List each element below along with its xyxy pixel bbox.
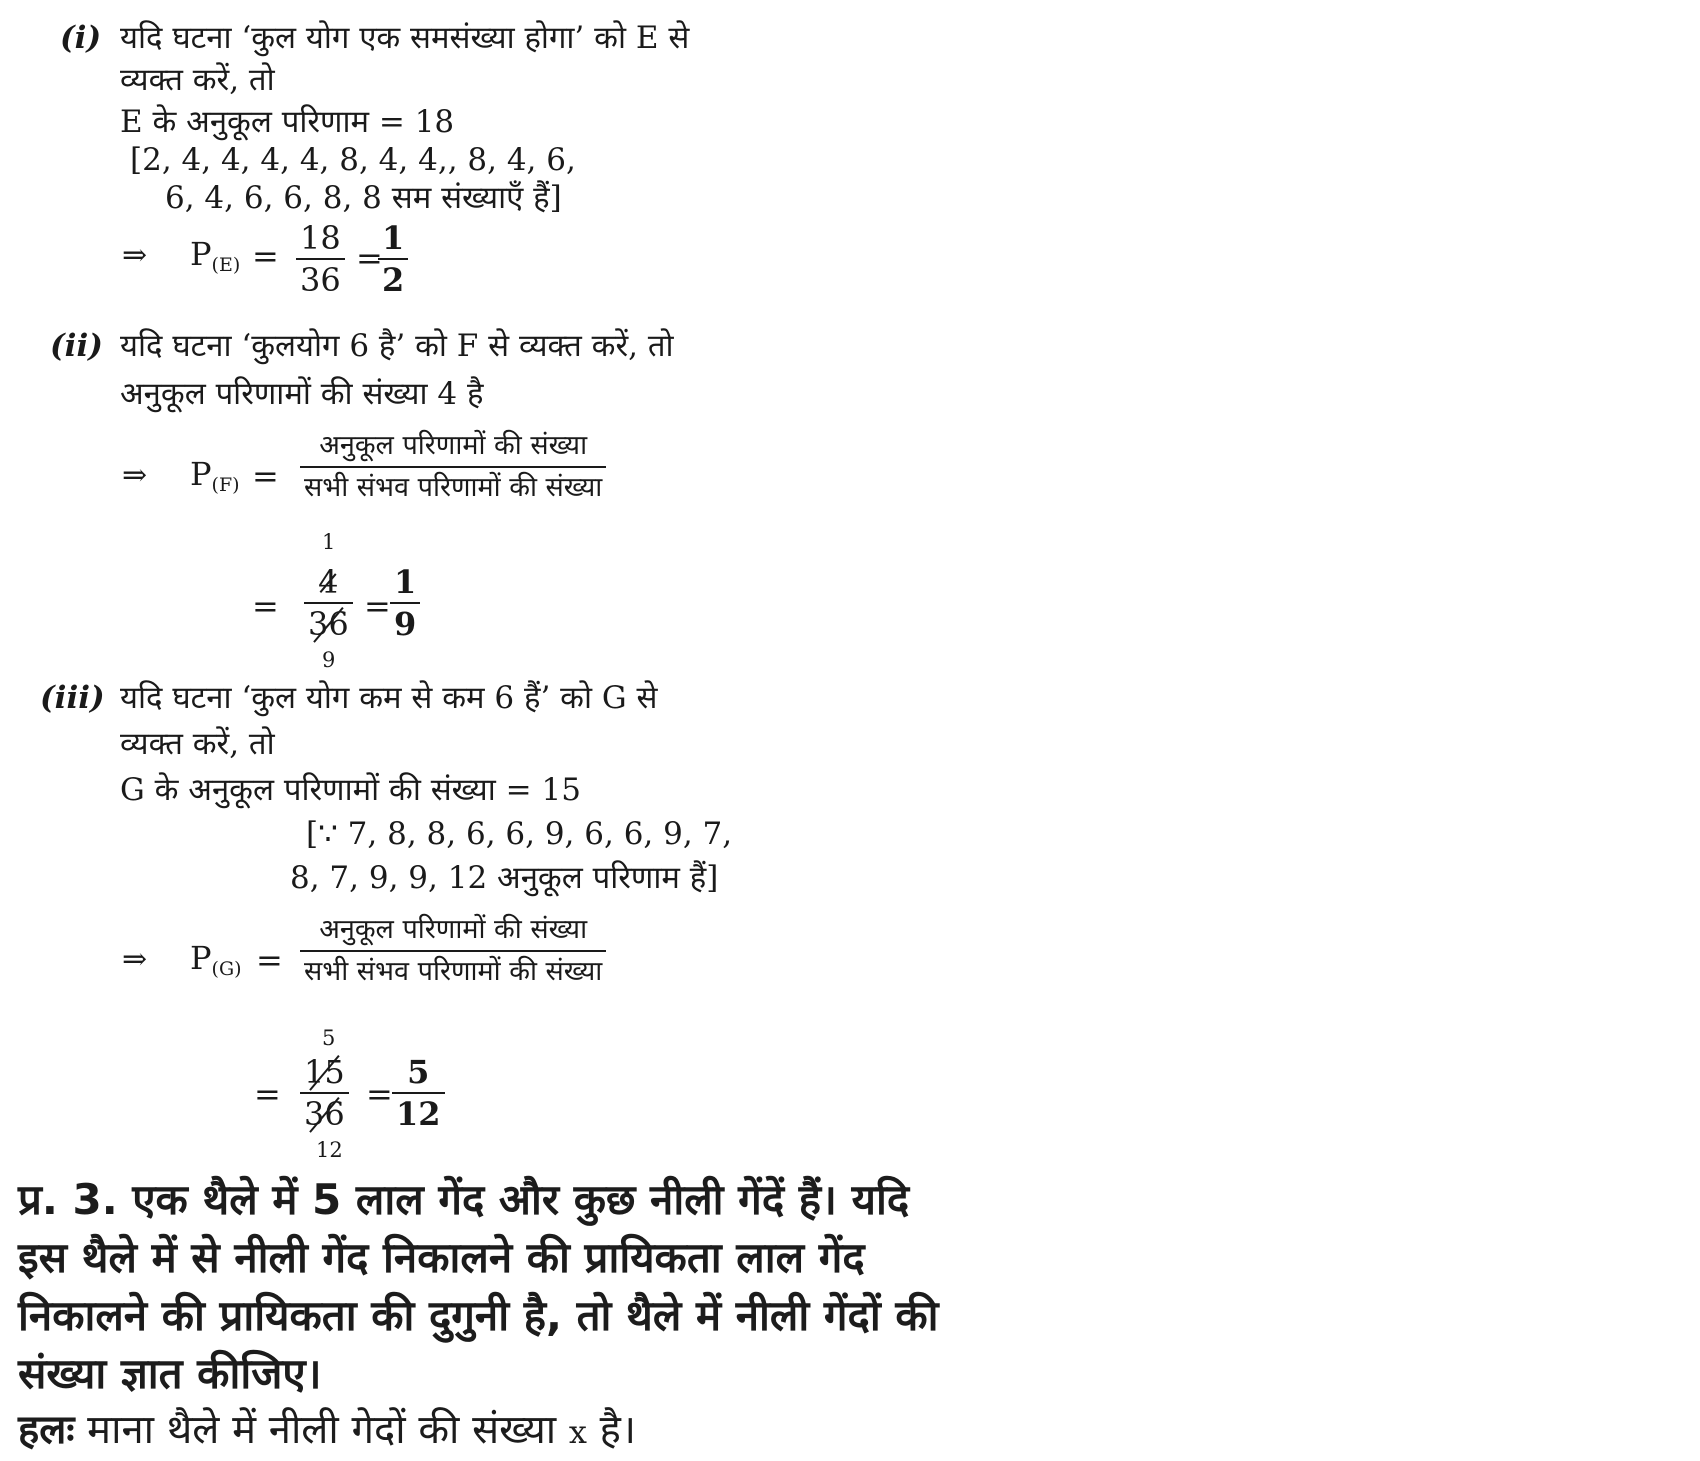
cancelled-numerator: 15 xyxy=(300,1052,349,1092)
question-3-line-3: निकालने की प्रायिकता की दुगुनी है, तो थैले में नीली गेंदों की xyxy=(18,1291,939,1340)
cancelled-denominator: 36 xyxy=(304,604,353,644)
part-iii-line-4: [∵ 7, 8, 8, 6, 6, 9, 6, 6, 9, 7, xyxy=(306,816,733,852)
reduced-numerator: 1 xyxy=(322,530,336,554)
cancelled-denominator: 36 xyxy=(300,1094,349,1134)
implies-arrow: ⇒ xyxy=(122,238,148,273)
solution-label: हलः xyxy=(18,1407,75,1453)
part-iii-line-1: यदि घटना ‘कुल योग कम से कम 6 हैं’ को G से xyxy=(120,680,658,716)
part-iii-line-5: 8, 7, 9, 9, 12 अनुकूल परिणाम हैं] xyxy=(290,860,719,896)
fraction-denominator: 9 xyxy=(394,605,417,643)
probability-label-g: $P_{(G)}$ xyxy=(190,939,242,980)
fraction-numerator: 1 xyxy=(394,563,417,601)
implies-arrow: ⇒ xyxy=(122,942,148,977)
formula-numerator: अनुकूल परिणामों की संख्या xyxy=(319,430,588,461)
solution-line xyxy=(18,1402,636,1460)
fraction-numerator: 18 xyxy=(300,219,341,257)
equals-sign: = xyxy=(356,239,383,277)
probability-label-e: $P_{(E)}$ xyxy=(190,235,241,276)
equals-sign: = xyxy=(254,1075,281,1113)
fraction-15-36 xyxy=(300,1052,349,1134)
part-i-line-5: 6, 4, 6, 6, 8, 8 सम संख्याएँ हैं] xyxy=(165,180,562,216)
equals-sign: = xyxy=(364,587,391,625)
equals-sign: = xyxy=(256,941,283,979)
cancelled-numerator: 4 xyxy=(314,562,342,602)
part-i-marker: (i) xyxy=(60,20,102,56)
part-ii-marker: (ii) xyxy=(50,328,103,364)
equals-sign: = xyxy=(252,457,279,495)
part-ii-line-2: अनुकूल परिणामों की संख्या 4 है xyxy=(120,376,484,412)
equals-sign: = xyxy=(366,1075,393,1113)
probability-label-f: $P_{(F)}$ xyxy=(190,455,240,496)
implies-arrow: ⇒ xyxy=(122,458,148,493)
part-i-line-2: व्यक्त करें, तो xyxy=(120,62,275,98)
fraction-numerator: 1 xyxy=(382,219,405,257)
reduced-numerator: 5 xyxy=(322,1026,336,1050)
reduced-denominator: 12 xyxy=(316,1138,343,1162)
probability-formula xyxy=(300,910,606,992)
fraction-denominator: 36 xyxy=(300,261,341,299)
reduced-denominator: 9 xyxy=(322,648,336,672)
fraction-5-12 xyxy=(392,1052,445,1134)
fraction-1-9 xyxy=(390,562,420,644)
equals-sign: = xyxy=(252,587,279,625)
part-iii-line-3: G के अनुकूल परिणामों की संख्या = 15 xyxy=(120,772,581,808)
fraction-1-2 xyxy=(378,218,408,300)
question-3-line-2: इस थैले में से नीली गेंद निकालने की प्रायिकता लाल गेंद xyxy=(18,1233,865,1282)
formula-denominator: सभी संभव परिणामों की संख्या xyxy=(304,472,603,503)
part-i-line-4: [2, 4, 4, 4, 4, 8, 4, 4,, 8, 4, 6, xyxy=(130,142,576,178)
fraction-denominator: 2 xyxy=(382,261,405,299)
fraction-numerator: 5 xyxy=(407,1053,430,1091)
probability-formula xyxy=(300,426,606,508)
formula-numerator: अनुकूल परिणामों की संख्या xyxy=(319,914,588,945)
variable-x: x xyxy=(568,1413,587,1451)
formula-denominator: सभी संभव परिणामों की संख्या xyxy=(304,956,603,987)
part-iii-marker: (iii) xyxy=(40,680,105,716)
part-iii-line-2: व्यक्त करें, तो xyxy=(120,726,275,762)
part-i-line-3: E के अनुकूल परिणाम = 18 xyxy=(120,104,455,140)
part-i-line-1: यदि घटना ‘कुल योग एक समसंख्या होगा’ को E से xyxy=(120,20,690,56)
question-3-line-1: प्र. 3. एक थैले में 5 लाल गेंद और कुछ नीली गेंदें हैं। यदि xyxy=(18,1175,910,1224)
equals-sign: = xyxy=(252,237,279,275)
question-3-line-4: संख्या ज्ञात कीजिए। xyxy=(18,1349,322,1398)
fraction-denominator: 12 xyxy=(396,1095,441,1133)
fraction-4-36 xyxy=(304,562,353,644)
solution-text-end: है। xyxy=(586,1407,637,1453)
solution-text: माना थैले में नीली गेदों की संख्या xyxy=(74,1407,569,1453)
part-ii-line-1: यदि घटना ‘कुलयोग 6 है’ को F से व्यक्त करें, तो xyxy=(120,328,674,364)
fraction-18-36 xyxy=(296,218,345,300)
